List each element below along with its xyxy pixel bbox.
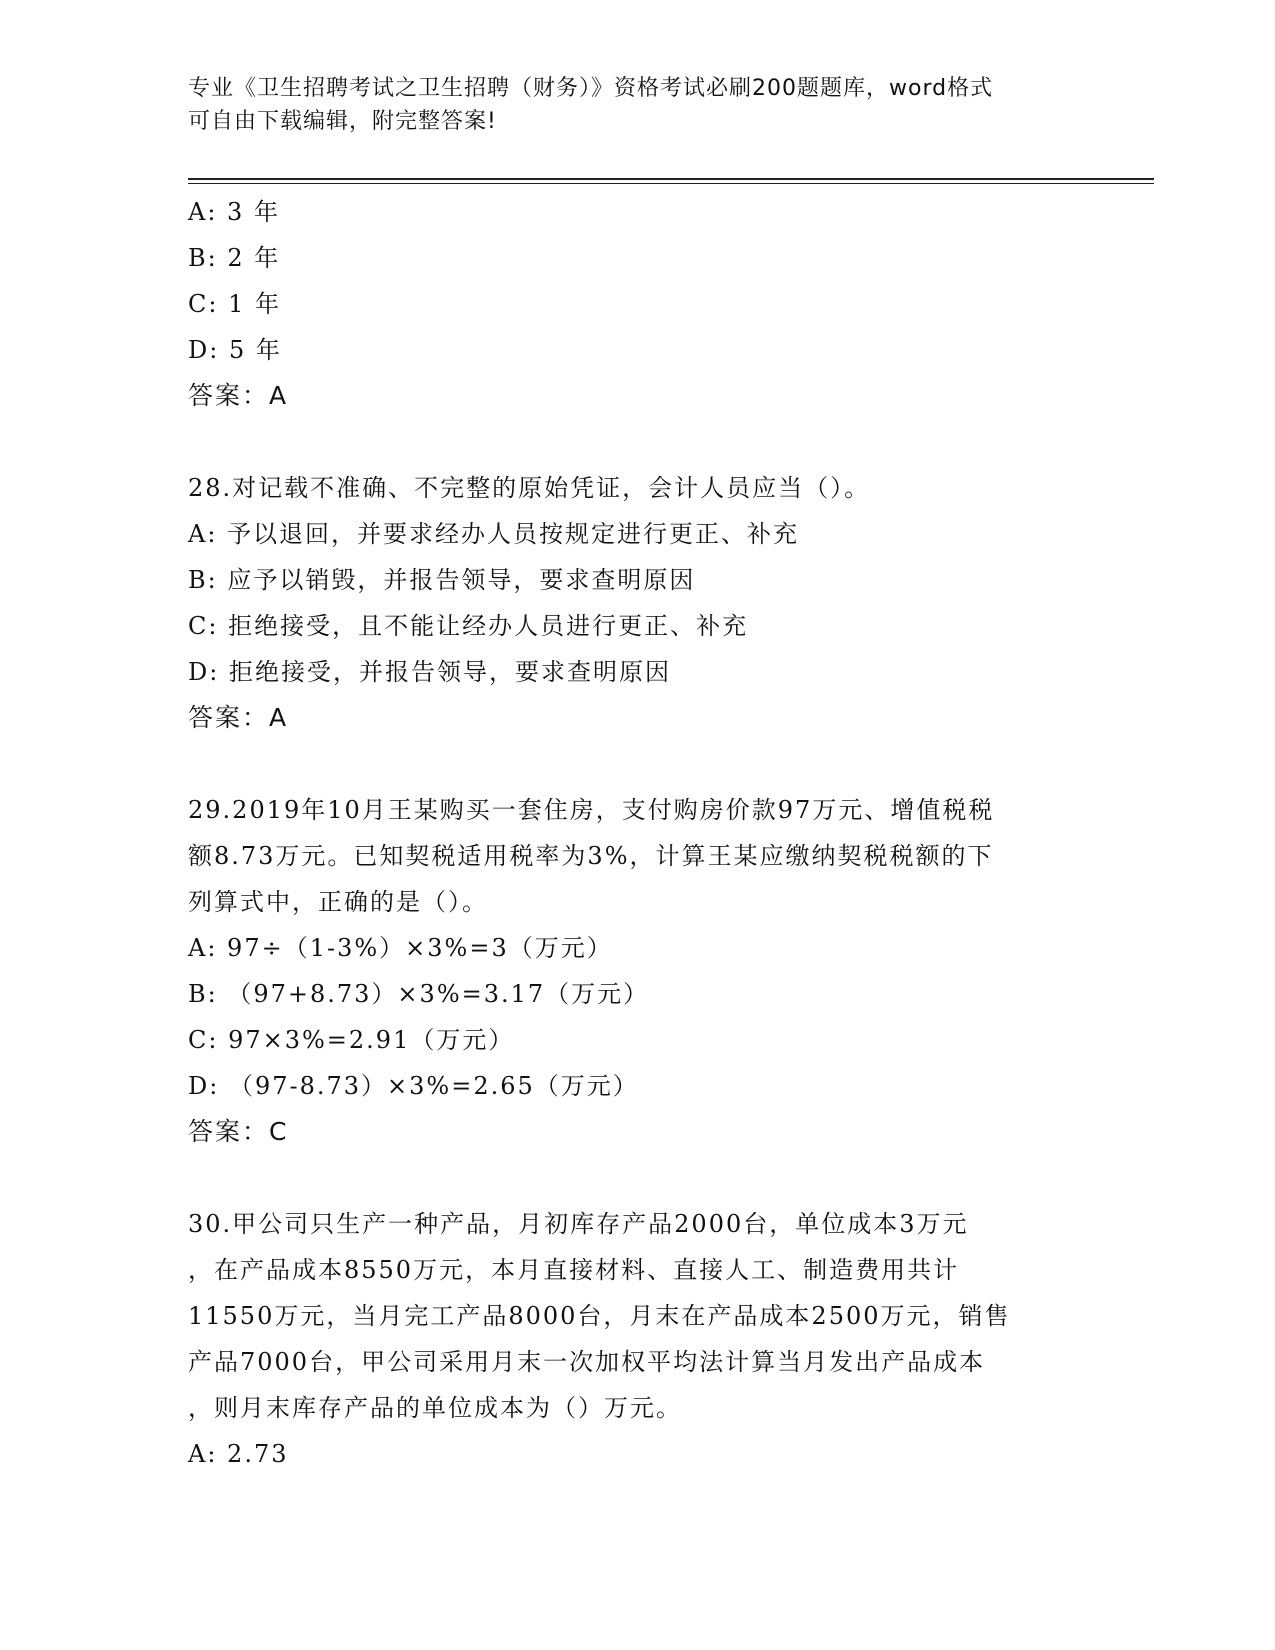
question-stem-line: ，则月末库存产品的单位成本为（）万元。 xyxy=(188,1394,682,1422)
question-stem-line: ，在产品成本8550万元，本月直接材料、直接人工、制造费用共计 xyxy=(188,1256,960,1284)
option-c: C: 97×3%=2.91（万元） xyxy=(188,1026,515,1054)
question-30-block xyxy=(188,1201,1088,1477)
option-a: A: 予以退回，并要求经办人员按规定进行更正、补充 xyxy=(188,520,800,548)
option-d: D: 5 年 xyxy=(188,336,282,364)
spacer xyxy=(188,419,1088,465)
option-d: D: 拒绝接受，并报告领导，要求查明原因 xyxy=(188,658,671,686)
spacer xyxy=(188,741,1088,787)
option-a: A: 3 年 xyxy=(188,198,280,226)
question-stem-line: 列算式中，正确的是（）。 xyxy=(188,888,488,916)
question-stem-line: 11550万元，当月完工产品8000台，月末在产品成本2500万元，销售 xyxy=(188,1302,1011,1330)
question-stem-line: 产品7000台，甲公司采用月末一次加权平均法计算当月发出产品成本 xyxy=(188,1348,986,1376)
question-27-block xyxy=(188,189,1088,419)
question-content xyxy=(188,189,1088,1477)
option-b: B: 2 年 xyxy=(188,244,281,272)
option-a: A: 97÷（1-3%）×3%=3（万元） xyxy=(188,934,613,962)
answer: 答案：C xyxy=(188,1117,289,1146)
question-28-block xyxy=(188,465,1088,741)
option-c: C: 1 年 xyxy=(188,290,281,318)
option-b: B: （97+8.73）×3%=3.17（万元） xyxy=(188,980,650,1008)
answer: 答案：A xyxy=(188,381,289,410)
header-line-2: 可自由下载编辑，附完整答案! xyxy=(188,109,497,134)
question-stem: 28.对记载不准确、不完整的原始凭证，会计人员应当（）。 xyxy=(188,474,871,502)
document-header xyxy=(188,72,1068,138)
question-stem-line: 29.2019年10月王某购买一套住房，支付购房价款97万元、增值税税 xyxy=(188,796,995,824)
answer: 答案：A xyxy=(188,703,289,732)
question-29-block xyxy=(188,787,1088,1155)
header-divider-thick xyxy=(188,178,1154,180)
option-b: B: 应予以销毁，并报告领导，要求查明原因 xyxy=(188,566,696,594)
spacer xyxy=(188,1155,1088,1201)
option-c: C: 拒绝接受，且不能让经办人员进行更正、补充 xyxy=(188,612,749,640)
header-divider-thin xyxy=(188,183,1154,184)
question-stem-line: 30.甲公司只生产一种产品，月初库存产品2000台，单位成本3万元 xyxy=(188,1210,969,1238)
question-stem-line: 额8.73万元。已知契税适用税率为3%，计算王某应缴纳契税税额的下 xyxy=(188,842,994,870)
option-a: A: 2.73 xyxy=(188,1440,289,1468)
option-d: D: （97-8.73）×3%=2.65（万元） xyxy=(188,1072,639,1100)
header-line-1: 专业《卫生招聘考试之卫生招聘（财务）》资格考试必刷200题题库，word格式 xyxy=(188,76,994,101)
